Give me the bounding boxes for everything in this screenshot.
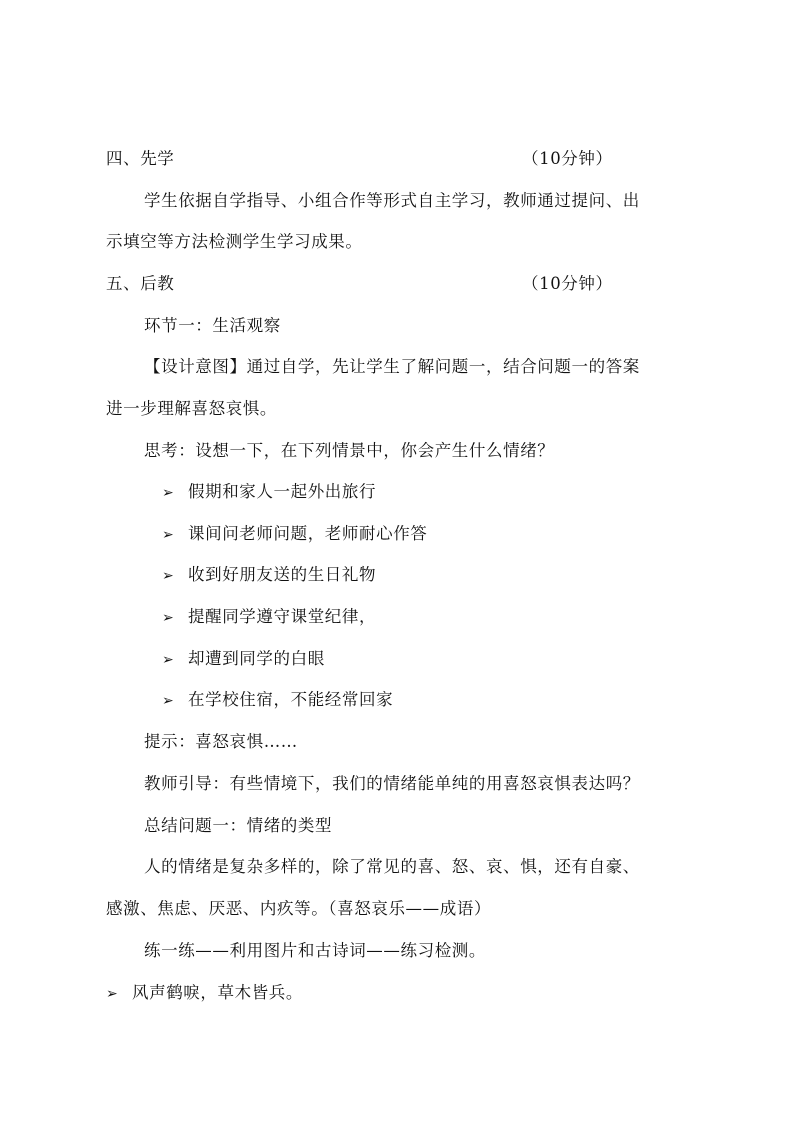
summary-title: 总结问题一：情绪的类型 xyxy=(144,816,333,835)
section-four-heading: 四、先学 xyxy=(106,149,175,168)
scenario-text: 收到好朋友送的生日礼物 xyxy=(188,565,377,584)
practice-text: 练一练——利用图片和古诗词——练习检测。 xyxy=(144,941,486,960)
design-intent-line1: 【设计意图】通过自学，先让学生了解问题一，结合问题一的答案 xyxy=(144,357,640,376)
scenario-item-5 xyxy=(162,648,325,671)
arrow-bullet-icon: ➢ xyxy=(162,485,175,501)
scenario-text: 假期和家人一起外出旅行 xyxy=(188,482,377,501)
scenario-text: 却遭到同学的白眼 xyxy=(188,649,325,668)
section-four-time: （10分钟） xyxy=(522,149,613,168)
think-question: 思考：设想一下，在下列情景中，你会产生什么情绪？ xyxy=(144,441,555,460)
section-five-time: （10分钟） xyxy=(522,274,613,293)
design-intent-line2: 进一步理解喜怒哀惧。 xyxy=(106,399,277,418)
study-paragraph-line1: 学生依据自学指导、小组合作等形式自主学习，教师通过提问、出 xyxy=(144,191,640,210)
scenario-item-6 xyxy=(162,689,393,712)
arrow-bullet-icon: ➢ xyxy=(162,652,175,668)
arrow-bullet-icon: ➢ xyxy=(106,986,119,1002)
scenario-text: 提醒同学遵守课堂纪律， xyxy=(188,607,377,626)
scenario-item-2 xyxy=(162,523,427,546)
hint-text: 提示：喜怒哀惧…… xyxy=(144,732,298,751)
section-five-heading: 五、后教 xyxy=(106,274,175,293)
study-paragraph-line2: 示填空等方法检测学生学习成果。 xyxy=(106,232,363,251)
arrow-bullet-icon: ➢ xyxy=(162,693,175,709)
link-one-title: 环节一：生活观察 xyxy=(144,316,281,335)
idiom-text: 风声鹤唳，草木皆兵。 xyxy=(132,983,303,1002)
scenario-item-3 xyxy=(162,564,376,587)
arrow-bullet-icon: ➢ xyxy=(162,610,175,626)
arrow-bullet-icon: ➢ xyxy=(162,527,175,543)
scenario-item-1 xyxy=(162,481,376,504)
arrow-bullet-icon: ➢ xyxy=(162,568,175,584)
scenario-text: 在学校住宿，不能经常回家 xyxy=(188,690,394,709)
teacher-guide-text: 教师引导：有些情境下，我们的情绪能单纯的用喜怒哀惧表达吗？ xyxy=(144,774,640,793)
scenario-text: 课间问老师问题，老师耐心作答 xyxy=(188,524,428,543)
emotion-paragraph-line1: 人的情绪是复杂多样的，除了常见的喜、怒、哀、惧，还有自豪、 xyxy=(144,857,640,876)
idiom-item xyxy=(106,982,303,1005)
emotion-paragraph-line2: 感激、焦虑、厌恶、内疚等。（喜怒哀乐——成语） xyxy=(106,899,492,918)
scenario-item-4 xyxy=(162,606,376,629)
